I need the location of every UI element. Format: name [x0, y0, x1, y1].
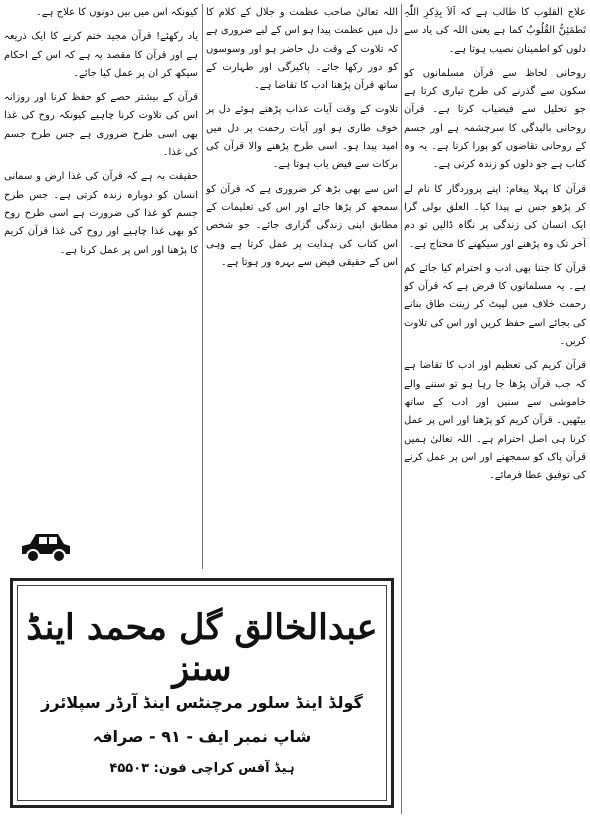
paragraph: قرآن کریم کی تعظیم اور ادب کا تقاضا ہے کہ جب قرآن پڑھا جا رہا ہو تو سننے والے خاموشی سے سنیں اور ادب کے ساتھ بیٹھیں۔ قرآن کریم کو پڑھنا اور اس پر عمل کرنا ہی اصل احترام ہے۔ اللہ تعالیٰ ہمیں قرآن پاک کو سمجھنے اور اس پر عمل کرنے کی توفیق عطا فرمائے۔	[404, 360, 586, 482]
paragraph: قرآن کے بیشتر حصے کو حفظ کرنا اور روزانہ اس کی تلاوت کرنا چاہیے کیونکہ روح کی غذا بھی اسی طرح ضروری ہے جس طرح جسم کی غذا۔	[4, 92, 198, 159]
paragraph: کیونکہ اس میں بیں دونوں کا علاج ہے۔	[35, 7, 198, 18]
column-divider	[401, 4, 402, 814]
paragraph: اس سے بھی بڑھ کر ضروری ہے کہ قرآن کو سمجھ کر پڑھا جائے اور اس کی تعلیمات کے مطابق اپنی زندگی گزاری جائے۔ جو شخص اس کتاب کی ہدایت پر عمل کرتا ہے وہی اس کے حقیقی فیض سے بہرہ ور ہوتا ہے۔	[206, 183, 398, 268]
article-column-1	[404, 4, 586, 814]
advertisement-box	[10, 578, 394, 808]
paragraph: علاج القلوب کا طالب ہے کہ اَلاَ بِذِکرِ اللّٰہِ تَطمَئِنُّ القُلُوبُ کما ہے یعنی اللہ کی یاد سے دلوں کو اطمینان نصیب ہوتا ہے۔	[404, 7, 586, 55]
ad-address: شاپ نمبر ایف - ۹۱ - صرافہ	[92, 727, 312, 746]
paragraph: روحانی لحاظ سے قرآن مسلمانوں کو سکون سے گذرنے کی طرح تیاری کرتا ہے جو تحلیل سے فیضیاب کرتا ہے۔ قرآن روحانی بالیدگی کا سرچشمہ ہے اور جسم کے روحانی تقاضوں کو پورا کرتا ہے۔ یہ وہ کتاب ہے جو دلوں کو زندہ کرتی ہے۔	[404, 67, 586, 171]
paragraph: قرآن کا پہلا پیغام: اپنے پروردگار کا نام لے کر پڑھو جس نے پیدا کیا۔ العلق بولی گرا ایک انسان کی زندگی پر نگاہ ڈالیں تو دم آخر تک وہ پڑھنے اور سیکھنے کا محتاج ہے۔	[404, 183, 586, 250]
article-column-3	[4, 4, 198, 509]
article-column-2	[206, 4, 398, 569]
ad-title: عبدالخالق گل محمد اینڈ سنز	[26, 607, 378, 689]
paragraph: حقیقت یہ ہے کہ قرآن کی غذا ارض و سمانی انسان کو دوبارہ زندہ کرتی ہے۔ جس طرح جسم کو غذا کی ضرورت ہے اسی طرح روح کو بھی غذا چاہیے اور روح کی غذا قرآن کریم کا پڑھنا اور اس پر عمل کرنا ہے۔	[4, 171, 198, 256]
column-divider	[202, 4, 203, 569]
paragraph: یاد رکھئے! قرآن مجید ختم کرنے کا ایک ذریعہ ہے اور قرآن کا مقصد یہ ہے کہ اس کے احکام سیکھ کر ان پر عمل کیا جائے۔	[4, 31, 198, 79]
ad-subtitle: گولڈ اینڈ سلور مرچنٹس اینڈ آرڈر سپلائرز	[41, 693, 363, 712]
paragraph: تلاوت کے وقت آیات عذاب پڑھتے ہوئے دل پر خوف طاری ہو اور آیات رحمت پر دل میں امید پیدا ہو۔ اسی طرح پڑھنے والا قرآن کی برکات سے فیض یاب ہوتا ہے۔	[206, 104, 398, 171]
car-icon	[18, 528, 74, 568]
ad-phone: ہیڈ آفس کراچی فون: ۴۵۵۰۳	[109, 761, 295, 776]
paragraph: قرآن کا جتنا بھی ادب و احترام کیا جائے کم ہے۔ یہ مسلمانوں کا فرض ہے کہ قرآن کو رحمت خلاف میں لپیٹ کر زینت طاق بنانے کی بجائے اسے حفظ کریں اور اس کی تلاوت کریں۔	[404, 262, 586, 348]
paragraph: اللہ تعالیٰ صاحب عظمت و جلال کے کلام کا دل میں عظمت پیدا ہو اس کے لیے ضروری ہے کہ تلاوت کے وقت دل حاضر ہو اور وسوسوں کو دور رکھا جائے۔ پاکیزگی اور طہارت کے ساتھ قرآن پڑھنا ادب کا تقاضا ہے۔	[206, 7, 398, 92]
